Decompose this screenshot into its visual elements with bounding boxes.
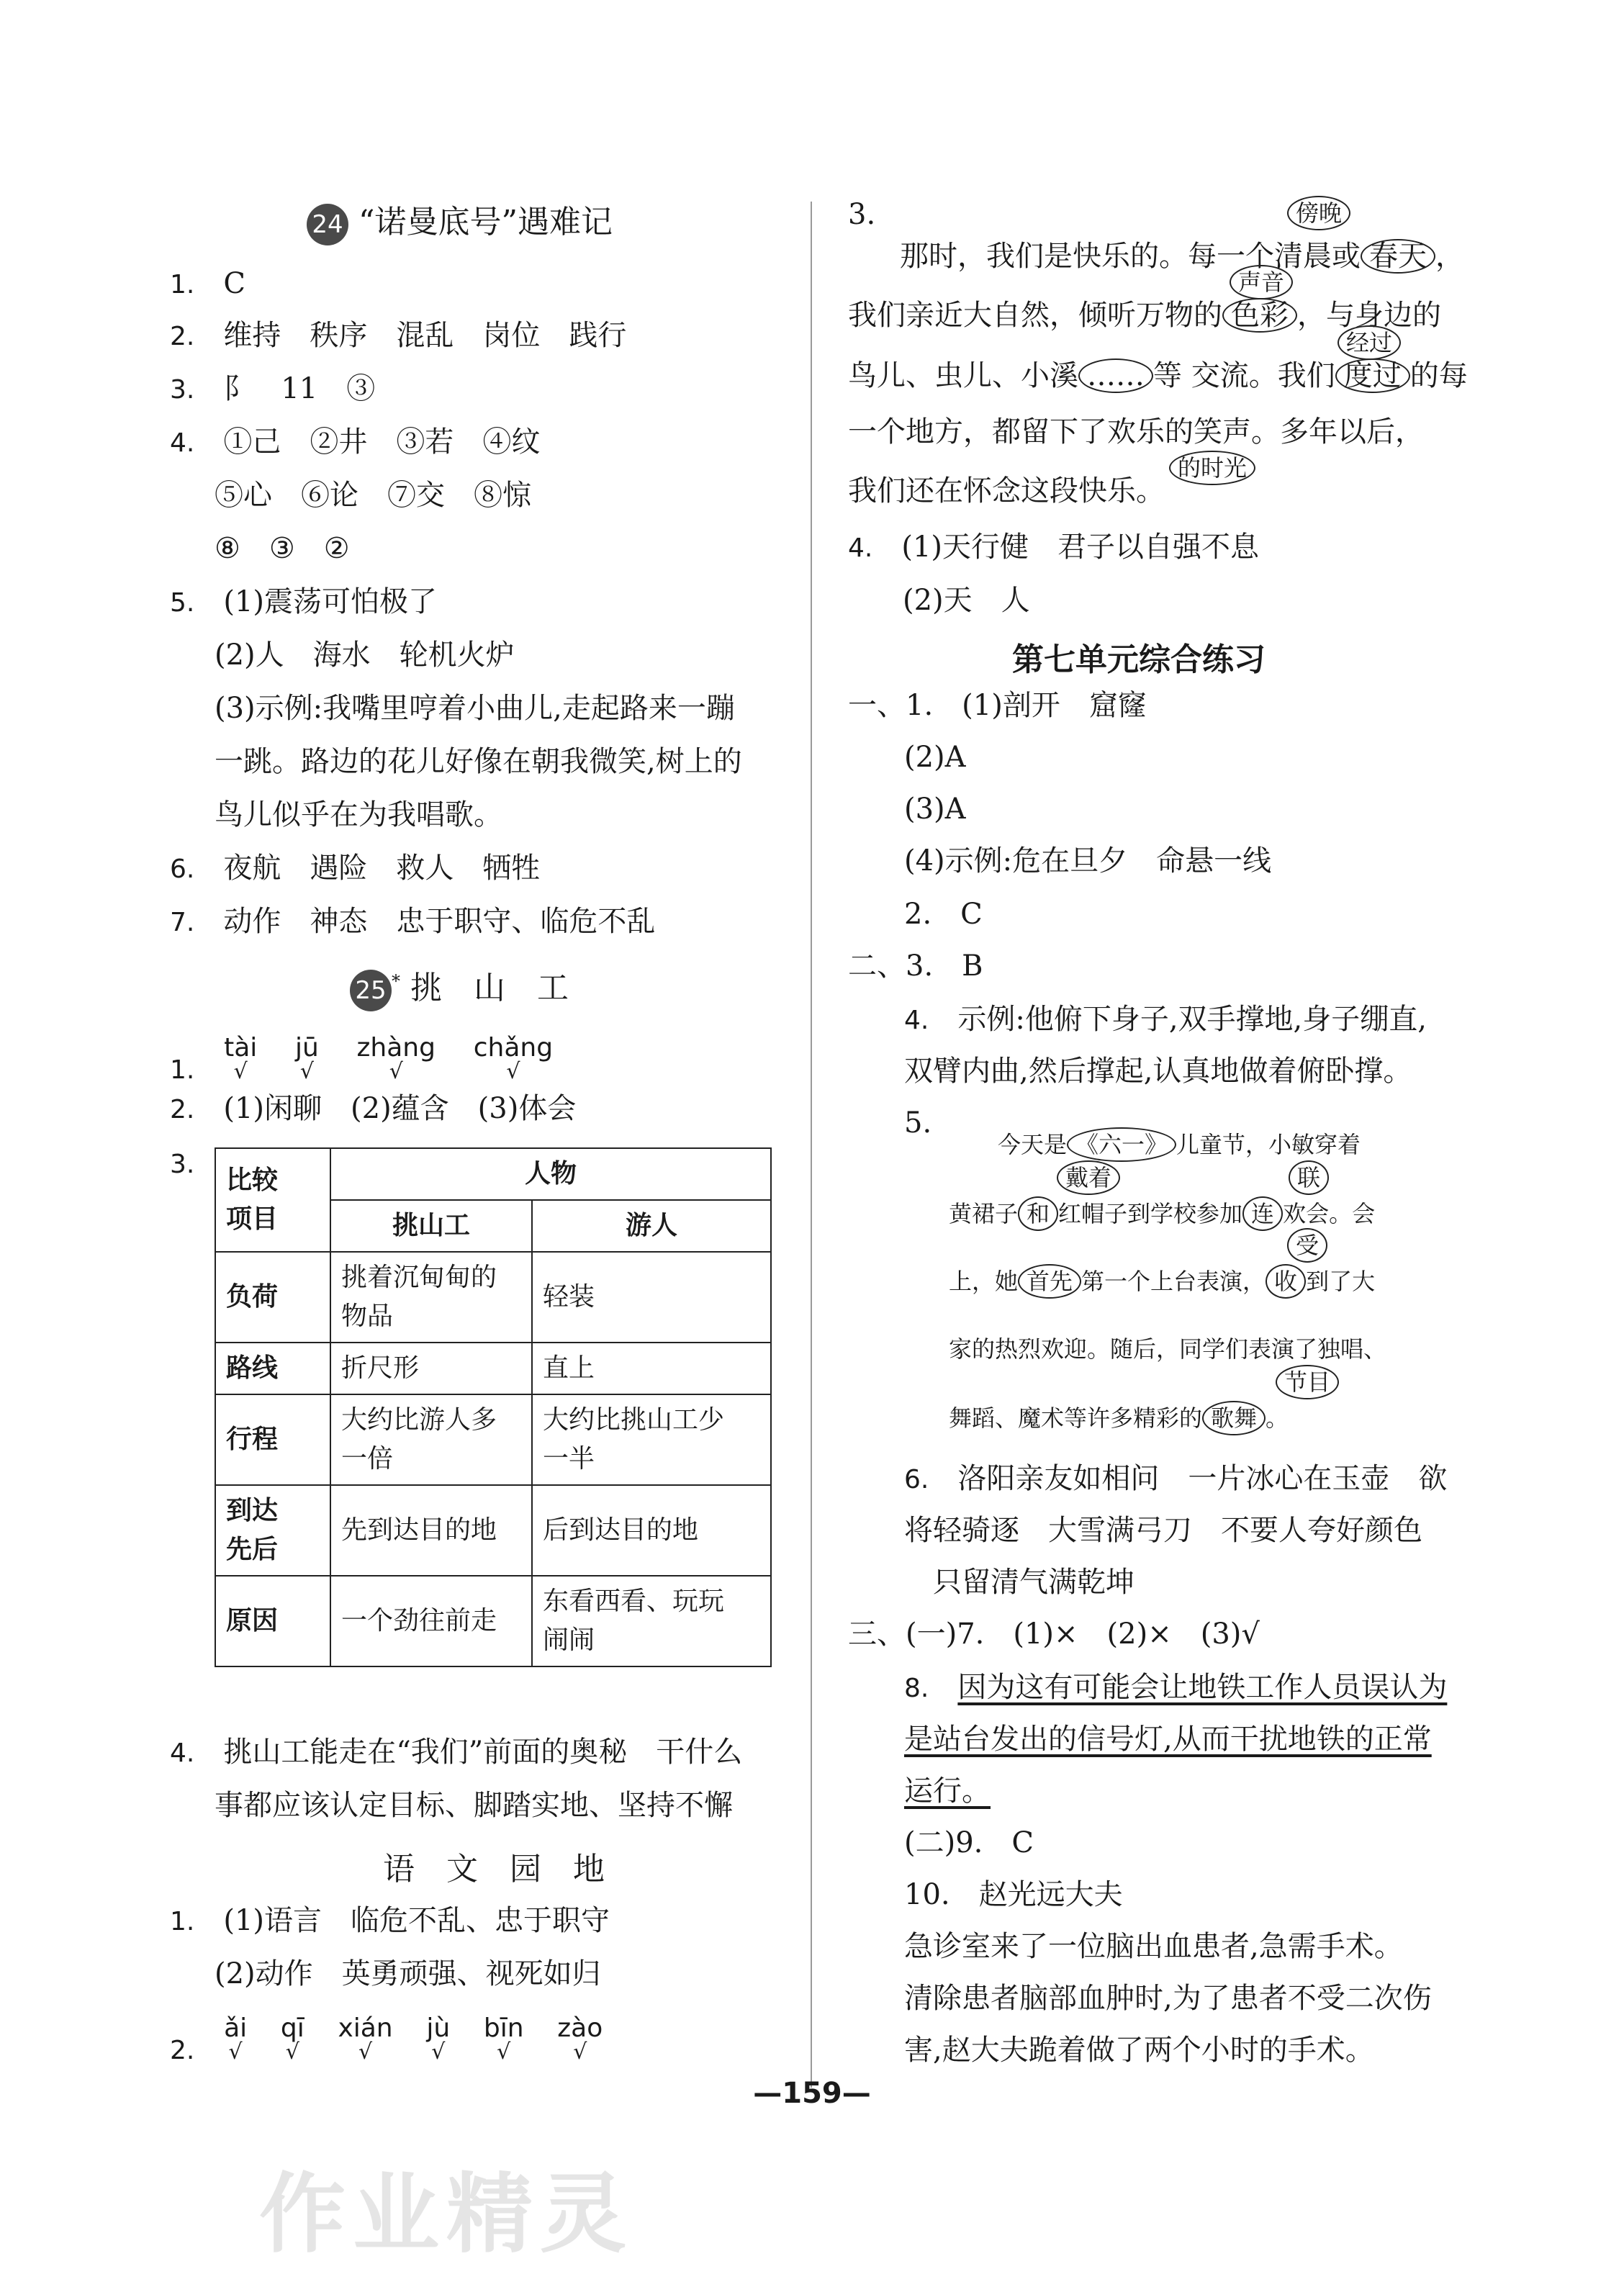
answer-line <box>848 1615 1260 1653</box>
passage-text: 舞蹈、魔术等许多精彩的 <box>949 1404 1203 1432</box>
answer-text: (3)示例:我嘴里哼着小曲儿,走起路来一蹦 <box>215 692 735 725</box>
row-key: 负荷 <box>215 1252 330 1343</box>
insertion-mark <box>1057 1160 1120 1195</box>
question-number: 2. <box>170 322 195 351</box>
table-cell <box>330 1252 532 1343</box>
answer-text: (2)A <box>904 741 966 774</box>
inserted-word: 声音 <box>1230 265 1293 299</box>
passage-text: 儿童节，小敏穿着 <box>1176 1131 1361 1158</box>
pinyin-item <box>426 2010 451 2065</box>
check-mark: √ <box>389 1059 403 1084</box>
question-number: 4. <box>848 533 873 563</box>
table-row <box>215 1252 771 1343</box>
cell-text: 大约比挑山工少 <box>543 1405 725 1435</box>
answer-text: (1)语言 临危不乱、忠于职守 <box>223 1904 610 1937</box>
section-title: 语 文 园 地 <box>383 1851 605 1887</box>
pinyin-text: chǎng <box>473 1033 554 1063</box>
revision-line <box>998 1126 1361 1163</box>
answer-line <box>170 1733 742 1772</box>
answer-text: 洛阳亲友如相问 一片冰心在玉壶 欲 <box>957 1462 1448 1495</box>
answer-line <box>170 1145 194 1183</box>
insertion-mark <box>1276 1365 1339 1399</box>
table-row <box>215 1485 771 1576</box>
answer-text: (4)示例:危在旦夕 命悬一线 <box>904 844 1272 878</box>
revision-line <box>900 238 1464 275</box>
pinyin-item <box>224 2010 248 2065</box>
pinyin-text: qī <box>280 2013 304 2043</box>
section-title: 第七单元综合练习 <box>1012 641 1266 678</box>
check-mark: √ <box>233 1059 248 1084</box>
passage-text: 黄裙子 <box>949 1200 1019 1227</box>
insertion-mark <box>1289 1160 1329 1195</box>
answer-text: (3)A <box>904 793 966 826</box>
question-number: 6. <box>170 854 195 884</box>
revision-line <box>949 1399 1289 1437</box>
answer-text: ⑤心 ⑥论 ⑦交 ⑧惊 <box>215 479 531 512</box>
circled-word: 连 <box>1242 1196 1283 1231</box>
row-key: 行程 <box>215 1394 330 1485</box>
answer-text: 维持 秩序 混乱 岗位 践行 <box>223 319 627 352</box>
answer-line <box>170 903 655 942</box>
answer-text: ①己 ②井 ③若 ④纹 <box>223 425 541 459</box>
answer-text: (1)震荡可怕极了 <box>223 585 438 618</box>
answer-text: 2. C <box>904 898 983 931</box>
question-number: 1. <box>170 1907 195 1936</box>
question-number: 4. <box>904 1006 929 1035</box>
cell-text: 挑着沉甸甸的 <box>341 1263 497 1292</box>
question-number: 2. <box>170 2036 195 2065</box>
check-mark: √ <box>228 2039 243 2065</box>
question-number: 6. <box>904 1465 929 1494</box>
row-key: 原因 <box>215 1576 330 1666</box>
answer-text: 鸟儿似乎在为我唱歌。 <box>215 798 502 831</box>
circled-word: 首先 <box>1018 1264 1081 1299</box>
question-number: 2. <box>170 1095 195 1124</box>
revision-line <box>848 357 1468 394</box>
cell-text: 物品 <box>341 1302 394 1331</box>
passage-text: 我们还在怀念这段快乐。 <box>848 474 1165 508</box>
answer-line <box>170 423 540 462</box>
circled-word: 收 <box>1266 1264 1306 1299</box>
cell-text: 先后 <box>226 1535 279 1564</box>
question-number: 1. <box>170 1055 195 1085</box>
answer-text: 双臂内曲,然后撑起,认真地做着俯卧撑。 <box>904 1055 1412 1088</box>
table-cell: 折尺形 <box>330 1343 532 1394</box>
answer-text: 夜航 遇险 救人 牺牲 <box>223 852 541 885</box>
question-number: 3. <box>170 1150 195 1179</box>
table-cell: 先到达目的地 <box>330 1485 532 1576</box>
passage-text: 一个地方，都留下了欢乐的笑声。多年以后， <box>848 415 1424 448</box>
cell-text: 大约比游人多 <box>341 1405 497 1435</box>
insertion-mark <box>1337 325 1401 360</box>
insertion-mark <box>1287 196 1350 230</box>
answer-text: ⑧ ③ ② <box>215 532 350 565</box>
watermark-logo: 作业精灵 <box>259 2165 633 2265</box>
table-cell <box>532 1394 771 1485</box>
answer-text: B <box>962 949 983 983</box>
answer-line <box>170 1902 610 1941</box>
table-cell <box>532 1576 771 1666</box>
row-key: 路线 <box>215 1343 330 1394</box>
answer-text: 动作 神态 忠于职守、临危不乱 <box>223 905 656 938</box>
question-number: 7. <box>170 908 195 937</box>
check-mark: √ <box>358 2039 373 2065</box>
check-mark: √ <box>497 2039 511 2065</box>
circled-word: 和 <box>1018 1196 1058 1231</box>
inserted-word: 经过 <box>1337 325 1401 360</box>
answer-text: (2)天 人 <box>903 584 1030 617</box>
cell-text: 东看西看、玩玩 <box>543 1587 725 1616</box>
answer-text: 事都应该认定目标、脚踏实地、坚持不懈 <box>215 1789 733 1822</box>
revision-line <box>949 1195 1375 1232</box>
answer-line <box>170 265 245 304</box>
lesson-badge: 25 <box>350 970 392 1011</box>
revision-line <box>949 1263 1375 1300</box>
check-mark: √ <box>506 1059 520 1084</box>
passage-text: 欢会。会 <box>1283 1200 1376 1227</box>
circled-word: 色彩 <box>1222 298 1297 333</box>
insertion-mark <box>1287 1228 1327 1263</box>
lesson-25-title <box>350 962 569 1011</box>
passage-text: 。 <box>1266 1404 1289 1432</box>
circled-word: 《六一》 <box>1067 1127 1176 1162</box>
table-header-cell: 挑山工 <box>330 1200 532 1252</box>
answer-text: C <box>223 267 245 300</box>
pinyin-text: xián <box>338 2013 393 2043</box>
question-number: 二、3. <box>848 949 934 983</box>
page-number: —159— <box>753 2077 871 2110</box>
answer-text: (二)9. C <box>904 1826 1034 1859</box>
pinyin-item <box>483 2010 524 2065</box>
inserted-word: 联 <box>1289 1160 1329 1195</box>
pinyin-line <box>170 2010 603 2070</box>
answer-text: 将轻骑逐 大雪满弓刀 不要人夸好颜色 <box>904 1514 1422 1547</box>
circled-word: 春天 <box>1361 239 1435 274</box>
question-number: 4. <box>170 1738 195 1768</box>
cell-text: 闹闹 <box>543 1625 595 1655</box>
pinyin-text: bīn <box>483 2013 524 2043</box>
answer-line <box>904 1001 1427 1039</box>
underlined-answer: 是站台发出的信号灯,从而干扰地铁的正常 <box>904 1723 1432 1756</box>
answer-text: (1)天行健 君子以自强不息 <box>901 531 1260 564</box>
inserted-word: 的时光 <box>1169 451 1255 485</box>
passage-text: 今天是 <box>998 1131 1068 1158</box>
table-cell: 后到达目的地 <box>532 1485 771 1576</box>
pinyin-item <box>294 1029 319 1084</box>
pinyin-item <box>224 1029 258 1084</box>
cell-text: 一半 <box>543 1444 595 1474</box>
inserted-word: 戴着 <box>1057 1160 1120 1195</box>
underlined-answer: 运行。 <box>904 1774 991 1808</box>
inserted-word: 傍晚 <box>1287 196 1350 230</box>
passage-text: ， <box>1435 240 1464 273</box>
answer-line <box>904 1669 1447 1708</box>
pinyin-item <box>280 2010 304 2065</box>
check-mark: √ <box>299 1059 314 1084</box>
question-number: 8. <box>904 1674 929 1703</box>
passage-text: 我们亲近大自然，倾听万物的 <box>848 299 1222 332</box>
pinyin-item <box>557 2010 603 2065</box>
insertion-mark <box>1169 451 1255 485</box>
cell-text: 到达 <box>226 1496 279 1525</box>
table-row <box>215 1343 771 1394</box>
column-divider <box>811 202 812 2088</box>
row-key <box>215 1485 330 1576</box>
passage-text: 的每 <box>1409 359 1468 392</box>
check-mark: √ <box>573 2039 587 2065</box>
header-text: 项目 <box>226 1204 279 1234</box>
answer-text: 示例:他俯下身子,双手撑地,身子绷直, <box>957 1003 1427 1036</box>
table-cell: 直上 <box>532 1343 771 1394</box>
lesson-badge: 24 <box>307 204 348 245</box>
table-cell: 轻装 <box>532 1252 771 1343</box>
lesson-title-text: 挑 山 工 <box>410 970 569 1006</box>
answer-text: 害,赵大夫跪着做了两个小时的手术。 <box>904 2034 1374 2067</box>
table-header-cell <box>215 1148 330 1252</box>
question-number: 5. <box>170 588 195 618</box>
inserted-word: 节目 <box>1276 1365 1339 1399</box>
question-number: 1. <box>170 270 195 299</box>
answer-line <box>848 528 1259 567</box>
circled-word: 歌舞 <box>1202 1401 1266 1435</box>
pinyin-text: zhàng <box>356 1033 436 1063</box>
pinyin-text: ǎi <box>224 2013 248 2043</box>
answer-line <box>170 1090 576 1129</box>
circled-word: …… <box>1078 358 1153 393</box>
insertion-mark <box>1230 265 1293 299</box>
table-cell <box>330 1394 532 1485</box>
answer-text: (2)人 海水 轮机火炉 <box>215 639 515 672</box>
pinyin-text: zào <box>557 2013 603 2043</box>
check-mark: √ <box>431 2039 446 2065</box>
star-mark: * <box>392 971 400 992</box>
answer-line <box>848 687 1147 724</box>
question-number: 三、 <box>848 1618 906 1651</box>
lesson-title-text: “诺曼底号”遇难记 <box>358 204 613 240</box>
question-number: 3. <box>170 375 195 405</box>
answer-text: 一跳。路边的花儿好像在朝我微笑,树上的 <box>215 745 742 778</box>
answer-line <box>170 583 437 622</box>
table-header-cell: 游人 <box>532 1200 771 1252</box>
answer-text: 清除患者脑部血肿时,为了患者不受二次伤 <box>904 1982 1432 2015</box>
answer-text: (2)动作 英勇顽强、视死如归 <box>215 1957 601 1990</box>
table-header-cell: 人物 <box>330 1148 771 1200</box>
answer-text: (1)剖开 窟窿 <box>962 689 1147 722</box>
check-mark: √ <box>285 2039 299 2065</box>
pinyin-line <box>170 1029 553 1089</box>
passage-text: 红帽子到学校参加 <box>1058 1200 1243 1227</box>
answer-text: 10. 赵光远大夫 <box>904 1878 1123 1911</box>
inserted-word: 受 <box>1287 1228 1327 1263</box>
answer-text: 急诊室来了一位脑出血患者,急需手术。 <box>904 1930 1403 1963</box>
question-number: 5. <box>904 1106 932 1140</box>
table-row <box>215 1394 771 1485</box>
cell-text: 一倍 <box>341 1444 394 1474</box>
question-number: 4. <box>170 428 195 458</box>
pinyin-text: jù <box>426 2013 451 2043</box>
answer-text: (一)7. (1)× (2)× (3)√ <box>906 1618 1260 1651</box>
pinyin-text: tài <box>224 1033 258 1063</box>
header-text: 比较 <box>226 1165 279 1195</box>
passage-text: 第一个上台表演， <box>1081 1268 1266 1295</box>
passage-text: ，与身边的 <box>1297 299 1441 332</box>
answer-line <box>170 849 540 888</box>
question-number: 一、1. <box>848 689 934 722</box>
lesson-24-title <box>307 196 613 245</box>
question-number: 3. <box>848 198 876 231</box>
answer-text: 只留清气满乾坤 <box>933 1566 1134 1599</box>
passage-text: 到了大 <box>1306 1268 1376 1295</box>
answer-text: 阝 11 ③ <box>223 372 376 405</box>
answer-line <box>904 1460 1447 1499</box>
passage-text: 家的热烈欢迎。随后，同学们表演了独唱、 <box>949 1335 1387 1363</box>
passage-text: 鸟儿、虫儿、小溪 <box>848 359 1078 392</box>
answer-line <box>170 370 375 409</box>
comparison-table <box>215 1147 772 1667</box>
pinyin-item <box>356 1029 436 1084</box>
answer-text: 挑山工能走在“我们”前面的奥秘 干什么 <box>223 1736 743 1769</box>
pinyin-text: jū <box>294 1033 319 1063</box>
passage-text: 等 交流。我们 <box>1153 359 1335 392</box>
pinyin-item <box>473 1029 554 1084</box>
passage-text: 上，她 <box>949 1268 1019 1295</box>
circled-word: 度过 <box>1335 358 1410 393</box>
answer-line <box>848 947 983 985</box>
answer-line <box>170 317 626 356</box>
answer-text: (1)闲聊 (2)蕴含 (3)体会 <box>223 1092 577 1125</box>
table-cell: 一个劲往前走 <box>330 1576 532 1666</box>
pinyin-item <box>338 2010 393 2065</box>
underlined-answer: 因为这有可能会让地铁工作人员误认为 <box>957 1671 1448 1704</box>
passage-text: 那时，我们是快乐的。每一个清晨或 <box>900 240 1361 273</box>
table-row <box>215 1576 771 1666</box>
